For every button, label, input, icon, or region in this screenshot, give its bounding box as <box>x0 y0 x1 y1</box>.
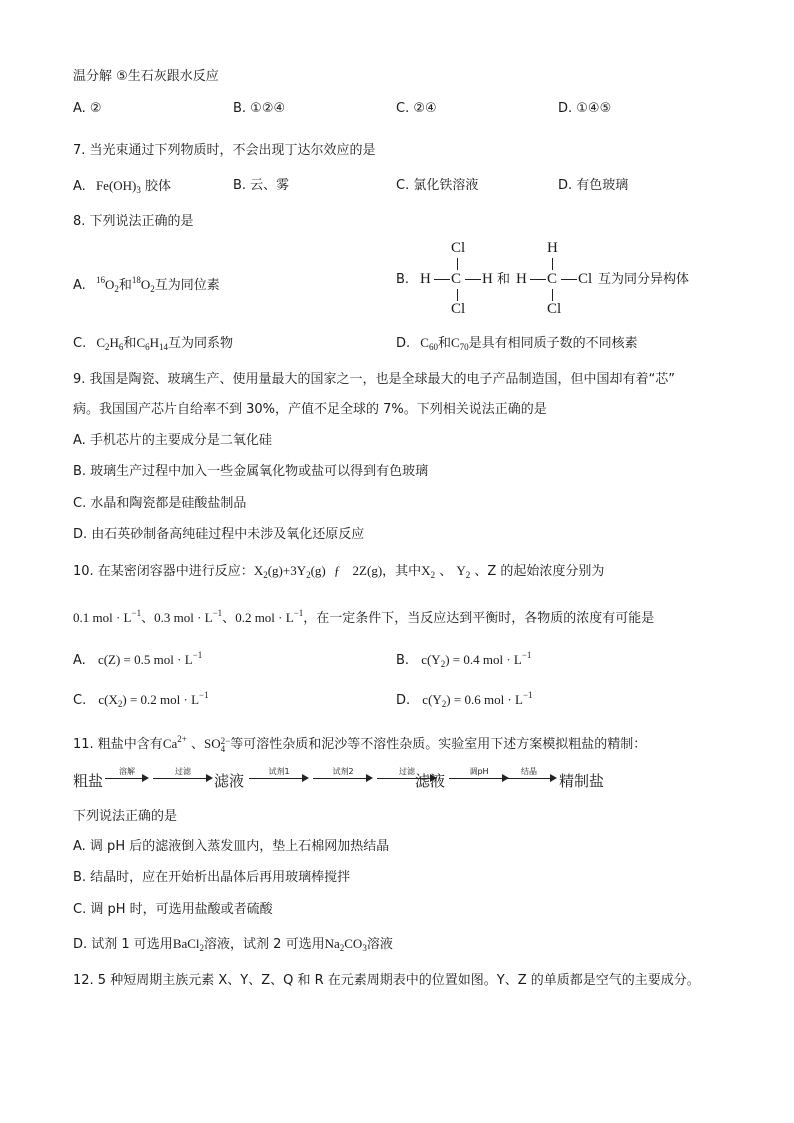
struct1-bond-top <box>457 258 458 270</box>
q9-option-d[interactable]: D. 由石英砂制备高纯硅过程中未涉及氧化还原反应 <box>73 527 365 542</box>
q10-conc3-exp: −1 <box>293 608 304 618</box>
flow-node-crude-salt: 粗盐 <box>73 772 104 790</box>
q9-stem-line2: 病。我国国产芯片自给率不到 30%，产值不足全球的 7%。下列相关说法正确的是 <box>73 402 547 417</box>
q11-sub-stem: 下列说法正确的是 <box>73 809 178 824</box>
q8-c-f2s1: 6 <box>145 342 150 352</box>
struct1-bottom: Cl <box>451 301 466 317</box>
q8-structure-2 <box>516 240 600 318</box>
flow-label-adjust-ph: 调pH <box>469 767 489 776</box>
purification-flowchart <box>73 766 713 792</box>
q8-structure-1 <box>420 240 500 318</box>
q10-option-b[interactable] <box>396 646 531 673</box>
q10-b-c: c(Y <box>421 652 441 667</box>
flow-arrow-crystallize <box>501 766 557 788</box>
q10-d-exp: −1 <box>522 690 533 700</box>
q11-sep: 、 <box>186 737 204 752</box>
flow-arrow-dissolve <box>105 766 149 788</box>
q11-so-sub: 4 <box>220 744 226 754</box>
struct2-bond-left <box>530 279 546 280</box>
q7-a-formula: Fe(OH) <box>95 178 137 193</box>
q10-c-sub: 2 <box>117 699 123 709</box>
struct2-top: H <box>547 240 558 256</box>
prev-question-line: 温分解 ⑤生石灰跟水反应 <box>73 69 219 84</box>
q8-a-text: 互为同位素 <box>154 278 220 293</box>
q7-option-a[interactable] <box>73 177 171 199</box>
q11-d-bacl: BaCl <box>172 936 200 951</box>
q10-c-exp: −1 <box>199 690 209 700</box>
q8-a-sup1: 16 <box>95 275 105 285</box>
q10-a-exp: −1 <box>192 650 203 660</box>
q8-stem: 8. 下列说法正确的是 <box>73 214 194 229</box>
struct2-right: Cl <box>578 271 593 287</box>
q11-option-a[interactable]: A. 调 pH 后的滤液倒入蒸发皿内，垫上石棉网加热结晶 <box>73 839 390 854</box>
q8-c-f2h: H <box>149 335 159 350</box>
q10-b-exp: −1 <box>521 650 532 660</box>
q10-eq-g2: (g) <box>310 563 326 578</box>
q10-d-sub: 2 <box>441 699 447 709</box>
q11-stem-prefix: 11. 粗盐中含有 <box>73 737 163 752</box>
q8-a-sub2: 2 <box>150 284 155 294</box>
q8-c-f2: C <box>136 335 146 350</box>
flow-node-filtrate-1: 滤液 <box>214 772 245 790</box>
q10-d-c: c(Y <box>422 692 442 707</box>
q10-b-label: B. <box>396 653 410 668</box>
flow-node-filtrate-2: 滤液 <box>415 772 446 790</box>
q8-d-and: 和 <box>437 336 451 351</box>
struct2-center: C <box>547 271 558 287</box>
flow-label-reagent-1: 试剂1 <box>268 767 290 776</box>
q7-a-text: 胶体 <box>145 179 172 194</box>
q10-option-a[interactable] <box>73 646 202 670</box>
q9-option-a[interactable]: A. 手机芯片的主要成分是二氧化硅 <box>73 433 272 448</box>
q8-option-a[interactable] <box>73 271 220 298</box>
q11-d-prefix: D. 试剂 1 可选用 <box>73 937 173 952</box>
flow-label-filter-1: 过滤 <box>175 767 191 776</box>
q8-d-label: D. <box>396 336 411 351</box>
q8-c-f1h: H <box>109 335 119 350</box>
q8-a-and: 和 <box>118 278 132 293</box>
struct1-bond-right <box>465 279 481 280</box>
q11-stem <box>73 730 646 754</box>
struct1-right: H <box>482 271 493 287</box>
q10-d-label: D. <box>396 693 411 708</box>
struct1-top: Cl <box>451 240 466 256</box>
flow-arrow-filter-1 <box>153 766 213 788</box>
q10-a-expr: c(Z) = 0.5 mol · L <box>97 652 193 667</box>
struct1-left: H <box>420 271 431 287</box>
q10-s-x: X <box>421 563 431 578</box>
q8-d-f2s: 70 <box>459 342 469 352</box>
q11-d-na-sub: 2 <box>339 943 345 953</box>
q10-s-y-sub: 2 <box>465 570 471 580</box>
struct1-center: C <box>451 271 462 287</box>
q10-stem-mid: ，其中 <box>382 564 422 579</box>
q10-s-sep2: 、Z 的起始浓度分别为 <box>470 564 605 579</box>
q10-conc3: 0.2 mol · L <box>235 610 294 625</box>
q10-conc1: 0.1 mol · L <box>73 610 132 625</box>
q8-c-f2s2: 14 <box>159 342 168 352</box>
flow-arrow-adjust-ph <box>449 766 509 788</box>
q8-a-sup2: 18 <box>131 275 141 285</box>
q8-d-text: 是具有相同质子数的不同核素 <box>468 336 638 351</box>
q8-d-f1s: 60 <box>428 342 438 352</box>
flow-node-refined-salt: 精制盐 <box>559 772 605 790</box>
q10-eq-z: 2Z(g) <box>352 563 383 578</box>
q7-a-label: A. <box>73 179 86 194</box>
q11-so-sup: 2− <box>220 736 231 746</box>
q10-eq-g1: (g)+3Y <box>267 563 307 578</box>
q8-c-f1: C <box>96 335 106 350</box>
q10-option-d[interactable] <box>396 686 533 713</box>
q10-c-c: c(X <box>98 692 118 707</box>
q8-option-d[interactable] <box>396 334 638 356</box>
q9-option-b[interactable]: B. 玻璃生产过程中加入一些金属氧化物或盐可以得到有色玻璃 <box>73 464 429 479</box>
q10-a-label: A. <box>73 653 86 668</box>
struct2-bond-top <box>552 258 553 270</box>
q11-option-b[interactable]: B. 结晶时，应在开始析出晶体后再用玻璃棒搅拌 <box>73 870 351 885</box>
q10-stem-prefix: 10. 在某密闭容器中进行反应： <box>73 564 254 579</box>
q7-option-b[interactable]: B. 云、雾 <box>233 178 290 193</box>
q10-eq-arrow: ƒ <box>333 563 341 578</box>
q8-a-label: A. <box>73 278 86 293</box>
q7-option-c[interactable]: C. 氯化铁溶液 <box>396 178 479 193</box>
q10-conc2: 0.3 mol · L <box>154 610 213 625</box>
q11-d-co: CO <box>344 936 363 951</box>
q10-s-sep1: 、 <box>435 564 457 579</box>
flow-arrow-reagent-1 <box>249 766 309 788</box>
q10-s-y: Y <box>456 563 466 578</box>
q12-stem: 12. 5 种短周期主族元素 X、Y、Z、Q 和 R 在元素周期表中的位置如图。Y、Z 的单质都是空气的主要成分。 <box>73 973 700 988</box>
q8-d-f2: C <box>450 335 460 350</box>
prev-option-b[interactable]: B. ①②④ <box>233 101 286 116</box>
q7-a-sub: 3 <box>136 185 141 195</box>
q8-c-f1s1: 2 <box>105 342 110 352</box>
q11-ca: Ca <box>162 736 178 751</box>
flow-arrow-reagent-2 <box>313 766 373 788</box>
q10-eq-y-sub: 2 <box>306 570 311 580</box>
prev-option-c[interactable]: C. ②④ <box>396 101 437 116</box>
q11-d-mid: 溶液，试剂 2 可选用 <box>204 937 325 952</box>
flow-label-crystallize: 结晶 <box>521 767 537 776</box>
q8-option-b-label[interactable]: B. <box>396 272 410 287</box>
q8-c-text: 互为同系物 <box>168 336 234 351</box>
q11-d-tail: 溶液 <box>366 937 393 952</box>
q8-b-and: 和 <box>497 272 511 287</box>
q10-eq-x: X <box>253 563 264 578</box>
q8-c-f1s2: 6 <box>118 342 124 352</box>
q10-c-rest: ) = 0.2 mol · L <box>122 692 200 707</box>
flow-label-filter-2: 过滤 <box>399 767 415 776</box>
q10-s-x-sub: 2 <box>430 570 436 580</box>
q11-d-bacl-sub: 2 <box>199 943 205 953</box>
q10-stem-tail: ，在一定条件下，当反应达到平衡时，各物质的浓度有可能是 <box>303 611 655 626</box>
struct2-left: H <box>516 271 527 287</box>
struct1-bond-left <box>434 279 450 280</box>
q10-d-rest: ) = 0.6 mol · L <box>446 692 523 707</box>
q11-option-d[interactable] <box>73 935 393 957</box>
q8-a-o2: O <box>140 277 151 292</box>
q8-c-and: 和 <box>123 336 137 351</box>
q10-stem-line1 <box>73 562 604 584</box>
q10-c-label: C. <box>73 693 87 708</box>
struct1-bond-bottom <box>457 289 458 301</box>
q10-conc2-exp: −1 <box>212 608 223 618</box>
q10-b-sub: 2 <box>440 659 446 669</box>
prev-option-d[interactable]: D. ①④⑤ <box>558 101 612 116</box>
struct2-bond-right <box>561 279 577 280</box>
q8-b-text: 互为同分异构体 <box>598 272 690 287</box>
q10-option-c[interactable] <box>73 686 209 713</box>
flow-label-dissolve: 溶解 <box>119 767 135 776</box>
q8-a-sub1: 2 <box>114 284 119 294</box>
struct2-bond-bottom <box>552 289 553 301</box>
q8-c-label: C. <box>73 336 87 351</box>
prev-option-a[interactable]: A. ② <box>73 101 102 116</box>
q11-d-co-sub: 3 <box>362 943 367 953</box>
flow-label-reagent-2: 试剂2 <box>332 767 354 776</box>
q9-stem-line1: 9. 我国是陶瓷、玻璃生产、使用量最大的国家之一，也是全球最大的电子产品制造国，但中国却有着“芯” <box>73 372 676 387</box>
q8-d-f1: C <box>420 335 429 350</box>
q11-option-c[interactable]: C. 调 pH 时，可选用盐酸或者硫酸 <box>73 902 273 917</box>
q8-a-o1: O <box>104 277 115 292</box>
q10-stem-line2: 0.1 mol · $L^{-1}$、0.3 mol · $L^{-1}$、0.2 mol · $L^{-1}$，在一定条件下，当反应达到平衡时，各物质的浓度有可能是 <box>73 608 655 626</box>
q11-stem-tail: 等可溶性杂质和泥沙等不溶性杂质。实验室用下述方案模拟粗盐的精制： <box>230 737 647 752</box>
struct2-bottom: Cl <box>547 301 562 317</box>
q11-d-na: Na <box>324 936 340 951</box>
q7-stem: 7. 当光束通过下列物质时，不会出现丁达尔效应的是 <box>73 143 376 158</box>
q10-conc1-exp: −1 <box>131 608 142 618</box>
q11-ca-sup: 2+ <box>177 734 187 744</box>
q11-so: SO <box>203 736 221 751</box>
q7-option-d[interactable]: D. 有色玻璃 <box>558 178 629 193</box>
q8-option-c[interactable] <box>73 334 233 356</box>
q10-eq-x-sub: 2 <box>263 570 268 580</box>
q9-option-c[interactable]: C. 水晶和陶瓷都是硅酸盐制品 <box>73 496 247 511</box>
q10-b-rest: ) = 0.4 mol · L <box>445 652 522 667</box>
